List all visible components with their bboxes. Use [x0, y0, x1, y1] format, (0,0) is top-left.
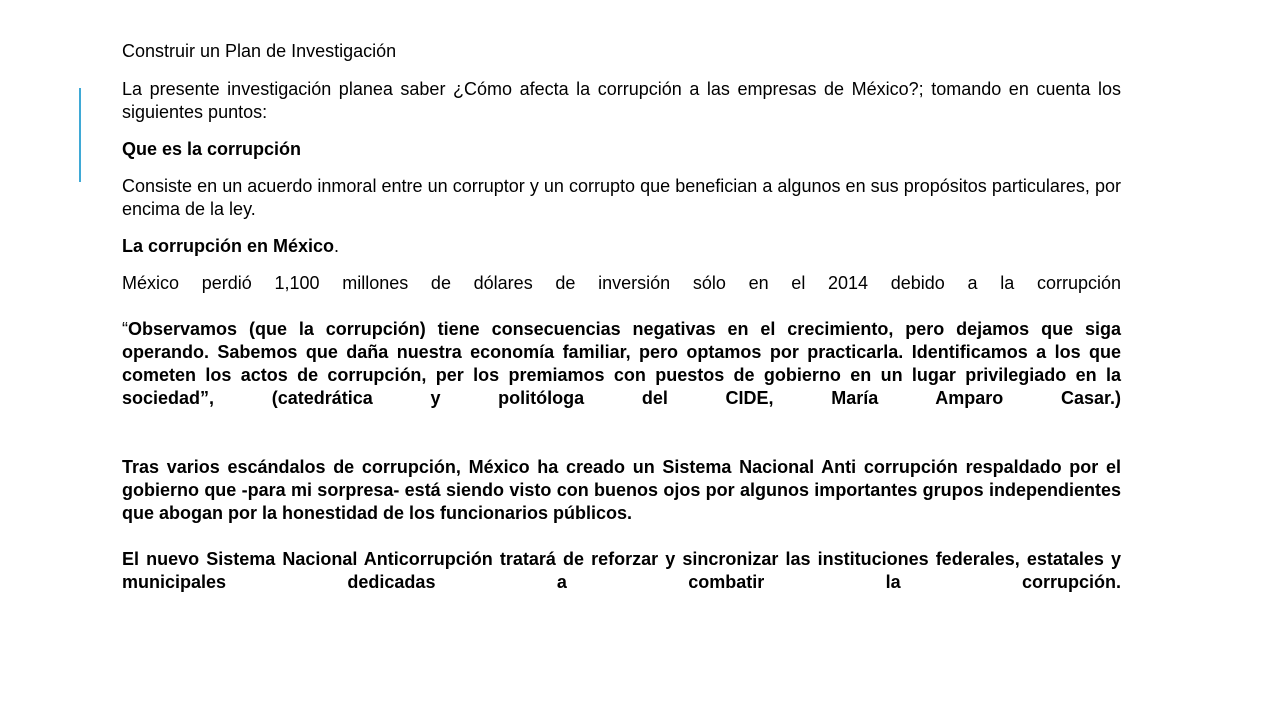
sna-paragraph: Tras varios escándalos de corrupción, México ha creado un Sistema Nacional Anti corrupción respaldado por el gobierno que -para mi sorpresa- está siendo visto con buenos ojos por algunos importantes grupos independientes que abogan por la honestidad de los funcionarios públicos. [122, 457, 1121, 523]
quote-open-mark: “ [122, 319, 128, 339]
accent-bar [79, 88, 81, 182]
definition-paragraph: Consiste en un acuerdo inmoral entre un corruptor y un corrupto que benefician a algunos en sus propósitos particulares, por encima de la ley. [122, 176, 1121, 219]
quote-text: Observamos (que la corrupción) tiene consecuencias negativas en el crecimiento, pero dejamos que siga operando. Sabemos que daña nuestra economía familiar, pero optamos por practicarla. Identificamos a los que cometen los actos de corrupción, per los premiamos con puestos de gobierno en un lugar privilegiado en la sociedad”, [122, 319, 1121, 408]
intro-paragraph: La presente investigación planea saber ¿Cómo afecta la corrupción a las empresas de México?; tomando en cuenta los siguientes puntos: [122, 79, 1121, 122]
heading-corruption-in-mexico-period: . [334, 236, 340, 256]
slide-content [122, 40, 1121, 594]
heading-what-is-corruption: Que es la corrupción [122, 139, 302, 159]
new-system-paragraph: El nuevo Sistema Nacional Anticorrupción tratará de reforzar y sincronizar las instituciones federales, estatales y municipales dedicadas a combatir la corrupción. [122, 549, 1121, 592]
quote-attribution: (catedrática y politóloga del CIDE, María Amparo Casar.) [271, 388, 1121, 408]
spacer [122, 525, 1121, 548]
slide-title: Construir un Plan de Investigación [122, 41, 397, 61]
fact-paragraph: México perdió 1,100 millones de dólares de inversión sólo en el 2014 debido a la corrupción [122, 273, 1121, 293]
heading-corruption-in-mexico [122, 235, 1121, 258]
spacer [122, 410, 1121, 456]
heading-corruption-in-mexico-text: La corrupción en México [122, 236, 335, 256]
quote-paragraph [122, 318, 1121, 410]
